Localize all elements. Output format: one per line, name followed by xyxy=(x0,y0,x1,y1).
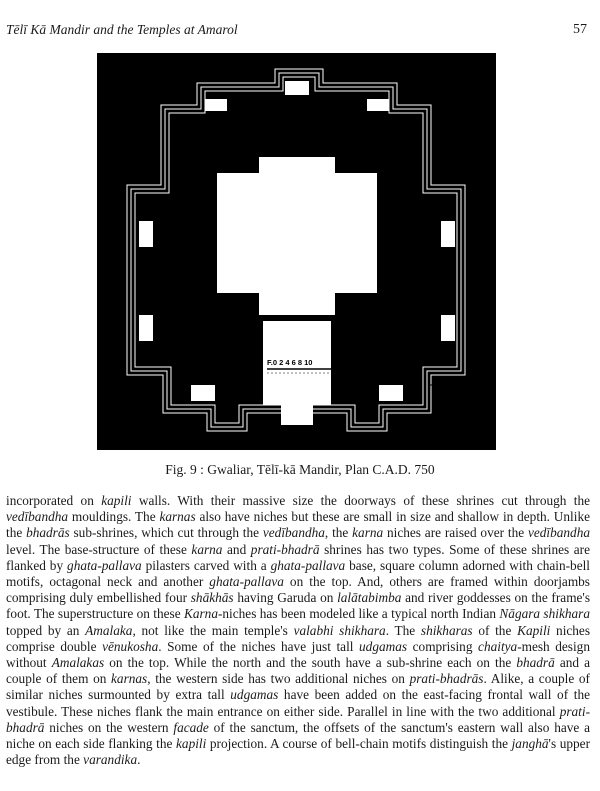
text-run: , the western side has two additional niches on xyxy=(147,671,410,687)
text-run: 's upper edge from the xyxy=(6,736,590,768)
text-run: of the xyxy=(472,622,518,638)
niche-west-lower xyxy=(139,315,153,341)
italic-term: lalātabimba xyxy=(337,590,402,606)
text-run: sub-shrines, which cut through the xyxy=(69,525,263,541)
page-number: 57 xyxy=(573,22,587,37)
italic-term: kapili xyxy=(101,493,132,508)
italic-term: bhadrā xyxy=(516,655,555,671)
text-run: . The xyxy=(385,622,421,638)
text-run: and a couple of them on xyxy=(6,655,590,687)
italic-term: Karna xyxy=(183,606,218,622)
niche-east-lower xyxy=(441,315,455,341)
italic-term: janghā xyxy=(511,736,549,752)
text-run: walls. With their massive size the doorways of these shrines cut through the xyxy=(131,493,591,508)
italic-term: vēnukosha xyxy=(102,638,159,654)
text-run: on the top. While the north and the south have a sub-shrine each on the xyxy=(104,655,517,671)
niche-north-east xyxy=(367,99,389,111)
text-run: base, square column adorned with chain-bell motifs, octagonal neck and another xyxy=(6,557,590,590)
north-arrow xyxy=(428,378,470,392)
italic-term: Amalaka xyxy=(85,622,133,638)
text-run: . Alike, a couple of similar niches surmounted by extra tall xyxy=(6,671,590,703)
italic-term: vedībandha xyxy=(262,525,325,541)
figure-caption: Fig. 9 : Gwaliar, Tēlī-kā Mandir, Plan C.A.D. 750 xyxy=(165,462,435,477)
text-run: of the sanctum, the offsets of the sanctum's eastern wall also have a niche on each side flanking the xyxy=(6,719,591,752)
text-run: and river goddesses on the frame's foot. The superstructure on these xyxy=(6,590,591,622)
text-run: incorporated on xyxy=(6,493,102,508)
running-head: Tēlī Kā Mandir and the Temples at Amarol xyxy=(6,22,238,37)
text-run: and xyxy=(222,541,251,557)
italic-term: udgamas xyxy=(230,687,279,703)
sanctum-chamber xyxy=(217,157,377,315)
italic-term: ghata-pallava xyxy=(270,557,346,573)
niche-north-west xyxy=(205,99,227,111)
text-run: level. The base-structure of these xyxy=(6,541,192,557)
italic-term: vedībandha xyxy=(6,509,69,525)
italic-term: shākhās xyxy=(190,590,234,606)
niche-south-west xyxy=(191,385,215,401)
italic-term: udgamas xyxy=(359,638,408,654)
entrance xyxy=(281,405,313,425)
italic-term: ghata-pallava xyxy=(67,557,142,573)
italic-term: karnas xyxy=(111,671,148,687)
italic-term: karna xyxy=(191,541,223,557)
niche-north-center xyxy=(285,81,309,95)
italic-term: prati-bhadrās xyxy=(409,671,484,687)
scale-label: F.0 2 4 6 8 10 xyxy=(267,358,313,367)
text-run: . xyxy=(137,752,141,768)
italic-term: Kapili xyxy=(517,622,551,638)
text-run: . Some of the niches have just tall xyxy=(158,638,360,654)
text-run: topped by an xyxy=(6,622,86,638)
italic-term: ghata-pallava xyxy=(209,574,284,590)
body-paragraph xyxy=(6,493,590,768)
italic-term: Amalakas xyxy=(51,655,105,671)
text-run: niches on the western xyxy=(44,719,174,735)
text-run: , the xyxy=(324,525,353,541)
italic-term: karnas xyxy=(159,509,196,525)
italic-term: facade xyxy=(173,719,209,735)
text-run: have been added on the east-facing frontal wall of the vestibule. These niches flank the main entrance on either side. Parallel in line with the two additional xyxy=(6,687,591,719)
italic-term: shikharas xyxy=(420,622,473,638)
italic-term: chaitya xyxy=(478,638,518,654)
text-run: shrines has two types. Some of these shrines are flanked by xyxy=(6,541,590,573)
north-label: N xyxy=(456,381,464,392)
text-run: mouldings. The xyxy=(68,509,160,525)
text-run: pilasters carved with a xyxy=(141,557,271,573)
text-run: , not like the main temple's xyxy=(132,622,294,638)
niche-east-upper xyxy=(441,221,455,247)
italic-term: bhadrās xyxy=(26,525,70,541)
text-run: niches are raised over the xyxy=(383,525,528,541)
niche-south-east xyxy=(379,385,403,401)
niche-west-upper xyxy=(139,221,153,247)
text-run: having Garuda on xyxy=(233,590,338,606)
text-run: niches comprise double xyxy=(6,622,591,654)
italic-term: kapili xyxy=(176,736,207,752)
italic-term: karna xyxy=(352,525,384,541)
italic-term: valabhi shikhara xyxy=(293,622,386,638)
text-run: projection. A course of bell-chain motifs distinguish the xyxy=(206,736,512,752)
italic-term: vedībandha xyxy=(527,525,590,541)
text-run: on the top. And, others are framed within doorjambs comprising duly embellished four xyxy=(6,574,590,606)
italic-term: prati-bhadrā xyxy=(250,541,320,557)
italic-term: varandika xyxy=(83,752,138,768)
text-run: comprising xyxy=(407,638,479,654)
text-run: -niches has been modeled like a typical north Indian xyxy=(217,606,500,622)
text-run: -mesh design without xyxy=(6,638,590,671)
text-run: also have niches but these are small in size and shallow in depth. Unlike the xyxy=(6,509,590,541)
italic-term: Nāgara shikhara xyxy=(499,606,590,622)
italic-term: prati-bhadrā xyxy=(6,703,590,735)
